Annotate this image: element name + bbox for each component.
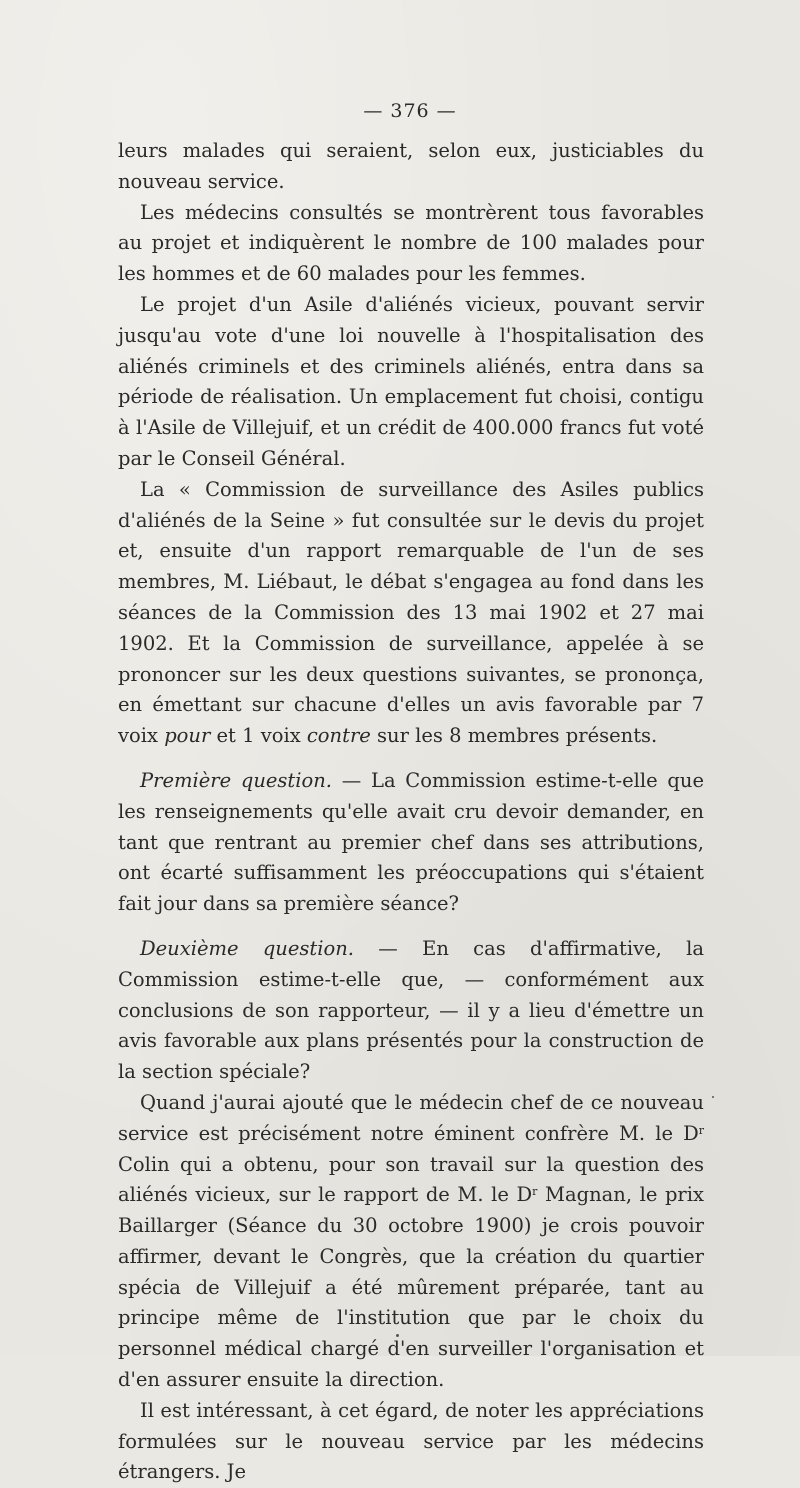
paragraph-4-end: sur les 8 membres présents. — [377, 724, 658, 748]
word-contre: contre — [306, 724, 371, 748]
paragraph-6: Il est intéressant, à cet égard, de noter les appréciations formulées sur le nouveau service par les médecins étrangers. Je — [118, 1398, 704, 1484]
question-1-label: Première question. — [140, 768, 333, 792]
word-pour: pour — [164, 724, 211, 748]
paper-speck — [396, 1334, 399, 1337]
question-1-text: — La Commission estime-t-elle que les renseignements qu'elle avait cru devoir demander, en tant que rentrant au premier chef dans ses attributions, ont écarté suffisamment les préoccupations qui s'étaient fait jour dans sa première séance? — [118, 768, 705, 916]
question-2-label: Deuxième question. — [140, 936, 354, 960]
paragraph-5-a: Quand j'aurai ajouté que le médecin chef de ce nouveau service est précisément notre éminent confrère M. le D — [118, 1090, 704, 1145]
paragraph-1: leurs malades qui seraient, selon eux, justiciables du nouveau service. — [118, 139, 704, 193]
paragraph-5-b: Colin qui a obtenu, pour son travail sur la question des aliénés vicieux, sur le rapport de M. le D — [118, 1152, 704, 1207]
paragraph-5-c: Magnan, le prix Baillarger (Séance du 30 octobre 1900) je crois pouvoir affirmer, devant le Congrès, que la création du quartier spécia de Villejuif a été mûrement préparée, tant au principe même de l'institution que par le choix du personnel médical chargé d'en surveiller l'organisation et d'en assurer ensuite la direction. — [118, 1183, 704, 1392]
superscript-r-1: r — [698, 1123, 704, 1137]
paragraph-4-text: La « Commission de surveillance des Asiles publics d'aliénés de la Seine » fut consultée sur le devis du projet et, ensuite d'un rapport remarquable de l'un de ses membres, M. Liébaut, le débat s'engagea au fond dans les séances de la Commission des 13 mai 1902 et 27 mai 1902. Et la Commission de surveillance, appelée à se prononcer sur les deux questions suivantes, se prononça, en émettant sur chacune d'elles un avis favorable par 7 voix — [118, 477, 704, 748]
paragraph-4 — [118, 475, 704, 752]
paper-speck — [712, 1096, 714, 1098]
question-2 — [118, 934, 704, 1088]
paragraph-2: Les médecins consultés se montrèrent tous favorables au projet et indiquèrent le nombre de 100 malades pour les hommes et de 60 malades pour les femmes. — [118, 200, 704, 286]
body-text — [118, 136, 704, 1488]
question-1 — [118, 766, 704, 920]
page-number: — 376 — — [363, 100, 457, 122]
paragraph-5 — [118, 1088, 704, 1396]
question-2-text: — En cas d'affirmative, la Commission estime-t-elle que, — conformément aux conclusions de son rapporteur, — il y a lieu d'émettre un avis favorable aux plans présentés pour la construction de la section spéciale? — [118, 936, 704, 1084]
superscript-r-2: r — [532, 1185, 538, 1199]
paragraph-4-mid: et 1 voix — [216, 724, 301, 748]
paragraph-3: Le projet d'un Asile d'aliénés vicieux, pouvant servir jusqu'au vote d'une loi nouvelle à l'hospitalisation des aliénés criminels et des criminels aliénés, entra dans sa période de réalisation. Un emplacement fut choisi, contigu à l'Asile de Villejuif, et un crédit de 400.000 francs fut voté par le Conseil Général. — [118, 292, 704, 470]
